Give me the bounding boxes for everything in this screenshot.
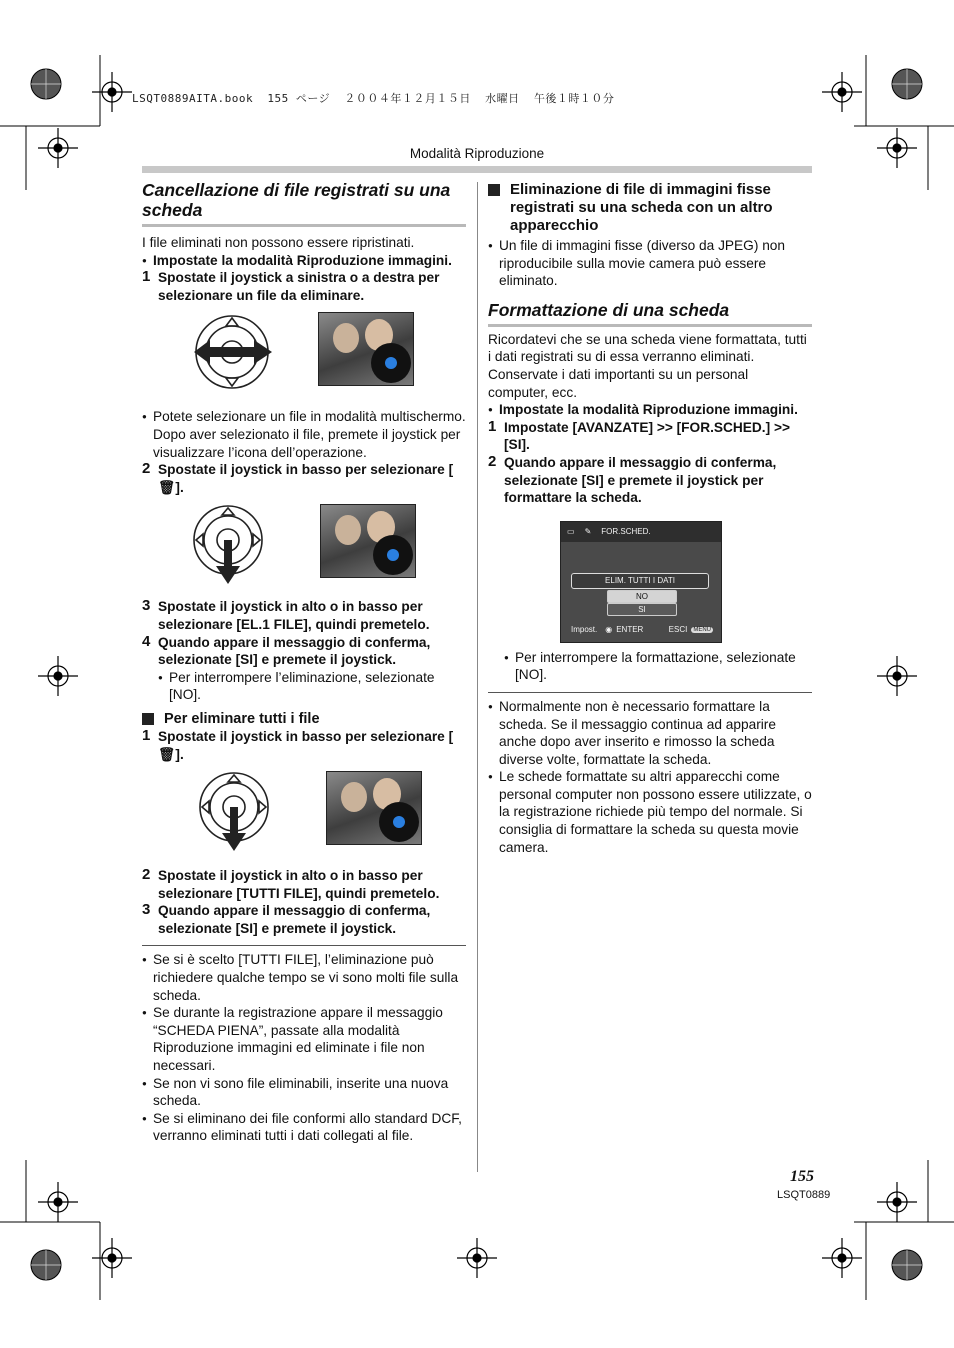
print-header: LSQT0889AITA.book 155 ページ ２００４年１２月１５日 水曜日 午後１時１０分 (132, 92, 615, 105)
lcd-option-si[interactable]: SI (607, 603, 677, 616)
joystick-small-icon: ◉ (605, 625, 613, 635)
format-step-2 (488, 454, 812, 507)
playback-photo-2 (320, 504, 416, 578)
mode-bullet: ● Impostate la modalità Riproduzione immagini. (488, 401, 812, 419)
step-text: Spostate il joystick in basso per selezionare [ (158, 728, 454, 744)
playback-photo-1 (318, 312, 414, 386)
lcd-format-screen (560, 521, 722, 643)
step-4 (142, 634, 466, 669)
step-text: Impostate [AVANZATE] >> [FOR.SCHED.] >> [SI]. (504, 419, 790, 453)
step-3 (142, 598, 466, 633)
note-item: ● Se si è scelto [TUTTI FILE], l’eliminazione può richiedere qualche tempo se vi sono molti file sulla scheda. (142, 951, 466, 1004)
trash-icon: 🗑 (158, 746, 176, 762)
step-number: 1 (142, 268, 151, 286)
section-title-format: Formattazione di una scheda (488, 299, 730, 320)
document-code: LSQT0889 (777, 1189, 831, 1201)
step-number: 2 (142, 866, 151, 884)
step-number: 2 (488, 452, 497, 470)
step-text: Quando appare il messaggio di conferma, selezionate [SI] e premete il joystick. (158, 634, 431, 668)
lcd-footer-set: Impost. (571, 625, 598, 635)
right-notes (488, 698, 812, 856)
column-divider (477, 182, 478, 1172)
lcd-title: FOR.SCHED. (601, 527, 651, 537)
left-column (142, 180, 466, 1145)
note-item: ● Se si eliminano dei file conformi allo standard DCF, verranno eliminati tutti i dati collegati al file. (142, 1110, 466, 1145)
format-intro: Ricordatevi che se una scheda viene formattata, tutti i dati registrati su di essa verranno eliminati. Conservate i dati importanti su un personal computer, ecc. (488, 331, 807, 400)
step-text: Quando appare il messaggio di conferma, selezionate [SI] e premete il joystick. (158, 903, 431, 936)
notes-rule (142, 945, 466, 946)
figure-1 (142, 310, 466, 408)
subsection-other-device: Eliminazione di file di immagini fisse registrati su una scheda con un altro apparecchio (488, 181, 812, 235)
step-text: Quando appare il messaggio di conferma, selezionate [SI] e premete il joystick per formattare la scheda. (504, 454, 777, 506)
step-1 (142, 269, 466, 304)
bullet-multiscreen: ● Potete selezionare un file in modalità multischermo. Dopo aver selezionato il file, premete il joystick per visualizzare l’icona dell’operazione. (142, 408, 466, 461)
step-number: 4 (142, 632, 151, 650)
note-item: ● Se non vi sono file eliminabili, inserite una nuova scheda. (142, 1075, 466, 1110)
joystick-down-icon (196, 771, 276, 853)
card-icon: ✎ (584, 527, 592, 537)
lcd-footer-enter: ENTER (616, 625, 644, 635)
step-text: Spostate il joystick in alto o in basso per selezionare [EL.1 FILE], quindi premetelo. (158, 599, 430, 632)
joystick-left-right-icon (192, 314, 276, 390)
format-stop-note: ● Per interrompere la formattazione, selezionate [NO]. (504, 649, 812, 684)
step-number: 3 (142, 901, 151, 919)
trash-icon: 🗑 (158, 479, 176, 495)
subsection-delete-all: Per eliminare tutti i file (142, 710, 466, 728)
step-text-end: ]. (175, 746, 184, 762)
mode-bullet: ● Impostate la modalità Riproduzione immagini. (142, 252, 466, 270)
page-number: 155 (790, 1168, 814, 1185)
section-underline (488, 324, 812, 327)
step-2 (142, 461, 466, 496)
step-text: Spostate il joystick in alto o in basso per selezionare [TUTTI FILE], quindi premetelo. (158, 868, 440, 901)
camera-icon: ▭ (567, 527, 575, 537)
lcd-title-bar (561, 522, 721, 542)
header-band (142, 166, 812, 173)
step-text: Spostate il joystick a sinistra o a destra per selezionare un file da eliminare. (158, 270, 440, 303)
menu-button-icon: MENU (693, 626, 711, 633)
note-item: ● Le schede formattate su altri apparecchi come personal computer non possono essere utilizzate, o la registrazione richiede più tempo del normale. Si consiglia di formattare la scheda su questa movie camera. (488, 768, 812, 856)
figure-3 (142, 771, 466, 867)
playback-photo-3 (326, 771, 422, 845)
step-4-note: ● Per interrompere l’eliminazione, selezionate [NO]. (158, 669, 466, 704)
section-underline (142, 224, 466, 227)
other-device-note: ● Un file di immagini fisse (diverso da JPEG) non riproducibile sulla movie camera può essere eliminato. (488, 237, 812, 290)
step-text-end: ]. (175, 479, 184, 495)
step-number: 3 (142, 597, 151, 615)
lcd-footer (561, 622, 721, 638)
intro-text: I file eliminati non possono essere ripristinati. (142, 235, 415, 250)
figure-2 (142, 504, 466, 598)
lcd-footer-exit: ESCI (668, 625, 688, 635)
step-text: Spostate il joystick in basso per selezionare [ (158, 462, 454, 478)
step-number: 1 (142, 726, 151, 744)
note-item: ● Normalmente non è necessario formattare la scheda. Se il messaggio continua ad apparire anche dopo aver inserito e rimosso la scheda diverse volte, formattate la scheda. (488, 698, 812, 768)
note-item: ● Se durante la registrazione appare il messaggio “SCHEDA PIENA”, passate alla modalità Riproduzione immagini ed eliminate i file non necessari. (142, 1004, 466, 1074)
left-notes (142, 951, 466, 1145)
notes-rule (488, 692, 812, 693)
lcd-prompt: ELIM. TUTTI I DATI (571, 573, 709, 589)
all-step-3 (142, 902, 466, 937)
right-column (488, 181, 812, 856)
format-step-1 (488, 419, 812, 454)
all-step-1 (142, 728, 466, 763)
section-title-delete: Cancellazione di file registrati su una scheda (142, 180, 451, 220)
section-header: Modalità Riproduzione (409, 146, 545, 161)
step-number: 1 (488, 417, 497, 435)
lcd-option-no[interactable]: NO (607, 590, 677, 603)
step-number: 2 (142, 460, 151, 478)
all-step-2 (142, 867, 466, 902)
joystick-down-icon (190, 504, 270, 586)
